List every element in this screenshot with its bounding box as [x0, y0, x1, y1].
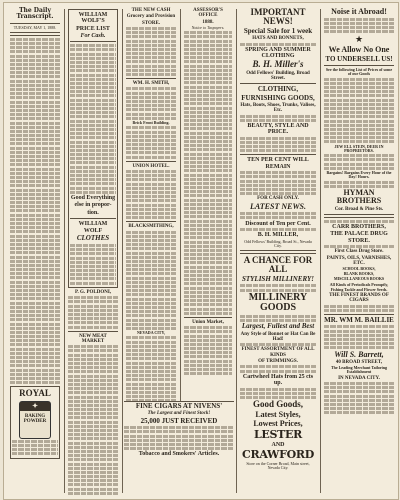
paints-oils: PAINTS, OILS, VARNISHES, ETC.	[326, 255, 392, 266]
column-6	[322, 7, 396, 495]
good-goods: Good Goods,	[252, 399, 303, 410]
column-5	[238, 7, 318, 495]
column-rule	[320, 9, 321, 493]
largest-stock: The Largest and Finest Stock!	[147, 411, 211, 417]
hats-bonnets: HATS AND BONNETS,	[252, 36, 304, 42]
chance-for-all: A CHANCE FOR ALL	[243, 254, 313, 275]
beauty-style: BEAUTY, STYLE AND PRICE.	[247, 123, 309, 136]
odd-fellows-2: Odd Fellows' Building, Broad St., Nevada City.	[244, 238, 312, 248]
discount-ten: Discount of Ten per Cent.	[245, 220, 311, 227]
column-rule	[236, 9, 237, 493]
union-hotel: UNION HOTEL.	[132, 163, 170, 169]
newspaper-page	[3, 2, 399, 500]
column-1	[8, 7, 62, 495]
divider	[10, 32, 60, 36]
tobacco-articles: Tobacco and Smokers' Articles.	[138, 451, 220, 458]
divider	[10, 23, 60, 24]
leading-tailoring: The Leading Merchant Tailoring Establishment	[330, 365, 388, 375]
trimmings: OF TRIMMINGS.	[258, 358, 298, 364]
finest-brands-cigars: THE FINEST BRANDS OF CIGARS	[329, 293, 389, 304]
important-news: IMPORTANT NEWS!	[250, 7, 306, 27]
wolf-sub2: For Cash.	[80, 32, 106, 39]
masthead-title: The Daily Transcript.	[16, 7, 54, 21]
baking-label: BAKING	[24, 413, 46, 419]
clothing-label: CLOTHING,	[257, 85, 299, 94]
royal-label: ROYAL	[19, 388, 51, 399]
poldoni-name: P. G. POLDONI,	[74, 289, 112, 295]
bargains-hour: Bargains! Bargains Every Hour of the Day! Hours.	[326, 169, 392, 180]
rates-line-2: else in propor-	[74, 202, 112, 209]
smith-name: WM. H. SMITH,	[132, 81, 170, 86]
wolf-sub: PRICE LIST	[76, 25, 110, 32]
wolf-name-2: WOLF	[83, 228, 103, 235]
union-market: Union Market,	[192, 319, 224, 325]
wolf-head: WILLIAM WOLF'S	[78, 12, 108, 25]
periodicals: All Kinds of Periodicals Promptly,	[329, 281, 389, 287]
latest-styles: Latest Styles,	[255, 409, 301, 419]
school-books: SCHOOL BOOKS,	[342, 266, 376, 272]
masthead-date: TUESDAY, MAY 1, 1888.	[13, 24, 57, 30]
star-icon: ★	[354, 34, 364, 45]
first-class-drug: First Class Drug Store.	[334, 249, 384, 255]
in-nevada-city: IN NEVADA CITY.	[338, 375, 380, 381]
largest-fullest: Largest, Fullest and Best	[241, 322, 315, 331]
blank-books: BLANK BOOKS,	[343, 271, 375, 277]
undersell-us: TO UNDERSELL US!	[325, 54, 393, 63]
wolf-price-list-ad	[68, 9, 118, 288]
cash-grocery-2: Grocery and Provision	[126, 14, 176, 20]
palace-drug-store: THE PALACE DRUG STORE.	[330, 231, 388, 244]
brick-front: Brick Front Building.	[132, 119, 170, 125]
rates-line-3: tion.	[87, 209, 99, 216]
stylish-millinery: STYLISH MILLINERY!	[241, 274, 315, 283]
nevada-city: NEVADA CITY,	[136, 330, 165, 336]
powder-label: POWDER	[23, 419, 47, 425]
noise-abroad: Noise it Abroad!	[331, 7, 387, 16]
new-meat-market: NEW MEAT MARKET	[79, 333, 107, 344]
column-2	[66, 7, 120, 495]
cash-grocery-1: THE NEW CASH	[131, 8, 171, 13]
royal-baking-powder-ad	[10, 386, 60, 458]
column-rule	[122, 9, 123, 493]
clothes-label: CLOTHES	[76, 234, 110, 243]
special-sale: Special Sale for 1 week	[243, 26, 313, 35]
assessor-office: ASSESSOR'S OFFICE	[193, 8, 223, 19]
notice-taxpayers: Notice to Taxpayers.	[191, 24, 225, 30]
we-allow: We Allow No One	[328, 45, 390, 55]
hats-boots: Hats, Boots, Shoes, Trunks, Valises, Etc.	[240, 103, 316, 114]
following-prices: See the following List of Prices of some of our Goods	[325, 67, 393, 77]
misc-books: MISCELLANEOUS BOOKS	[333, 276, 385, 282]
will-barrett: Will S. Barrett,	[334, 349, 384, 359]
assessor-year: 1888.	[202, 19, 214, 25]
furnishing-goods: FURNISHING GOODS,	[241, 93, 315, 102]
odd-fellows: Odd Fellows' Building, Broad Street.	[246, 70, 310, 82]
cartwheel-hats: Cartwheel Hats from 25 cts up.	[242, 373, 314, 387]
lowest-prices: Lowest Prices,	[253, 418, 303, 428]
rates-line: Good Everything	[70, 194, 116, 201]
hyman-address: Cor. Broad & Pine Sts.	[334, 206, 384, 212]
crawford-title: CRAWFORD	[242, 448, 314, 462]
just-received: 25,000 JUST RECEIVED	[140, 416, 218, 425]
bailie-name: MR. WM M. BAILLIE	[324, 315, 394, 324]
bh-miller-2: B. H. MILLER,	[257, 232, 299, 239]
bh-miller: B. H. Miller's	[252, 59, 304, 70]
millinery-goods: MILLINERY GOODS	[248, 291, 308, 314]
and-label: AND	[271, 441, 285, 448]
powder-can-icon: ✦ BAKING POWDER	[19, 401, 51, 439]
fine-cigars-ad	[124, 401, 234, 494]
hyman-brothers: HYMAN BROTHERS	[336, 187, 382, 206]
proprietors: JEW ELL STEIN, DEER IN PROPRIETORS.	[334, 143, 384, 153]
store-footer: Store on the Corner Broad, Main street, Nevada City.	[246, 460, 310, 470]
ten-per-cent: TEN PER CENT WILL REMAIN	[247, 157, 309, 170]
blacksmithing: BLACKSMITHING,	[128, 224, 174, 230]
latest-news: LATEST NEWS.	[249, 201, 306, 211]
cash-grocery-3: STORE.	[141, 20, 161, 26]
fine-cigars-title: FINE CIGARS AT NIVENS'	[135, 402, 223, 410]
wolf-name-1: WILLIAM	[78, 220, 108, 227]
lester-title: LESTER	[254, 428, 302, 442]
carr-brothers: CARR BROTHERS,	[332, 224, 386, 231]
broad-street: 40 BROAD STREET,	[335, 359, 383, 365]
text-block	[10, 38, 60, 384]
finest-assortment: FINEST ASSORTMENT OF ALL KINDS	[241, 347, 315, 358]
column-rule	[64, 9, 65, 493]
any-style: Any Style of Bonnet or Hat Can Be Had!	[240, 331, 316, 342]
for-cash-only: FOR CASH ONLY.	[257, 196, 299, 202]
spring-summer-clothing: SPRING AND SUMMER CLOTHING	[245, 46, 311, 60]
fishing-tackle: Fishing Tackle and Flower Seeds.	[330, 286, 388, 292]
